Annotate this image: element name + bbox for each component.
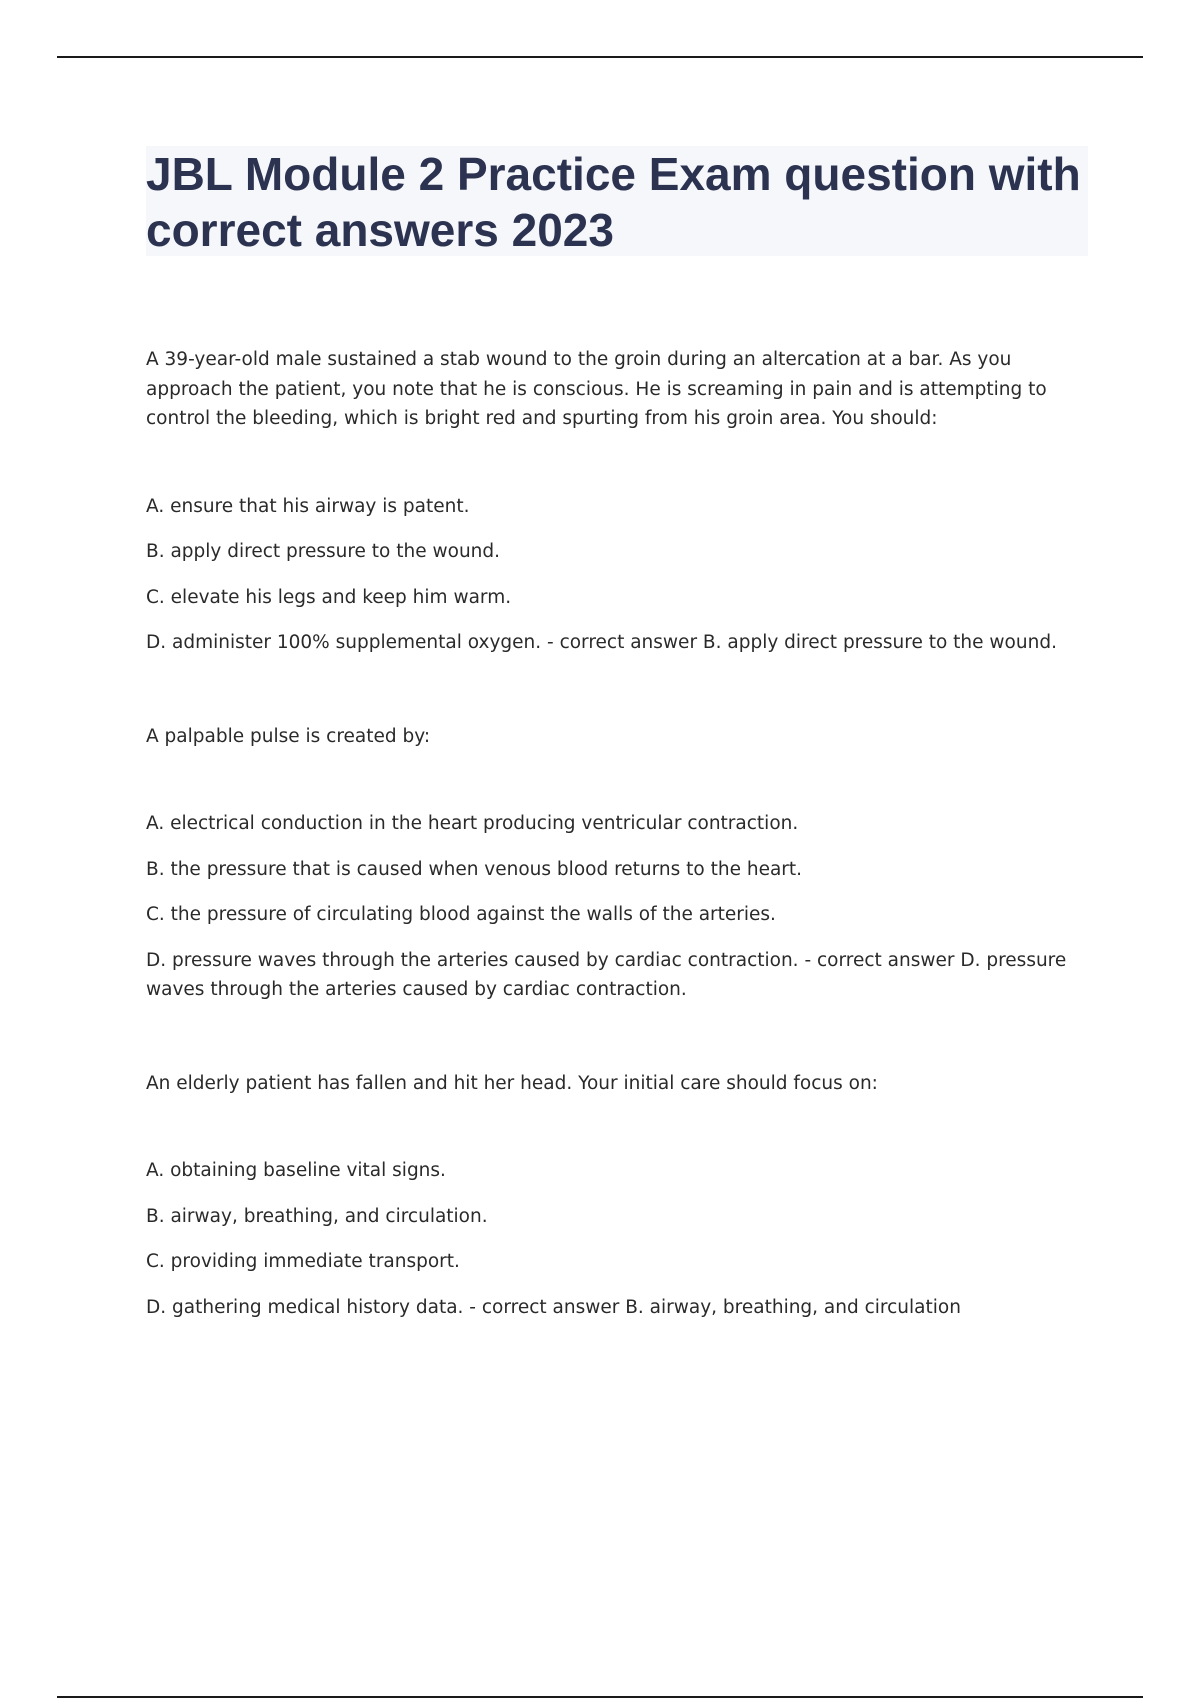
option-c: C. providing immediate transport. xyxy=(146,1251,460,1272)
option-b: B. the pressure that is caused when venous blood returns to the heart. xyxy=(146,858,803,880)
option-a: A. ensure that his airway is patent. xyxy=(146,495,470,517)
option-c: C. the pressure of circulating blood against the walls of the arteries. xyxy=(146,904,776,925)
option-list xyxy=(146,1156,1091,1322)
option-b: B. apply direct pressure to the wound. xyxy=(146,541,501,562)
top-rule xyxy=(57,56,1143,58)
option-d-with-answer: D. pressure waves through the arteries caused by cardiac contraction. - correct answer D. pressure waves through the arteries caused by cardiac contraction. xyxy=(146,949,1067,1000)
option-list xyxy=(146,492,1091,658)
question-text: An elderly patient has fallen and hit her head. Your initial care should focus on: xyxy=(146,1072,878,1094)
question-block-3 xyxy=(146,1069,1091,1323)
option-a: A. obtaining baseline vital signs. xyxy=(146,1160,446,1181)
option-list xyxy=(146,809,1091,1005)
question-block-2 xyxy=(146,722,1091,1005)
option-c: C. elevate his legs and keep him warm. xyxy=(146,586,512,608)
option-b: B. airway, breathing, and circulation. xyxy=(146,1205,488,1227)
question-text: A 39-year-old male sustained a stab wound to the groin during an altercation at a bar. As you approach the patient, you note that he is conscious. He is screaming in pain and is attempting to control the bleeding, which is bright red and spurting from his groin area. You should: xyxy=(146,349,1047,429)
title-box xyxy=(146,146,1088,256)
document-body xyxy=(146,345,1091,1322)
option-a: A. electrical conduction in the heart producing ventricular contraction. xyxy=(146,813,799,834)
document-title: JBL Module 2 Practice Exam question with correct answers 2023 xyxy=(146,148,1081,256)
question-block-1 xyxy=(146,345,1091,658)
question-text: A palpable pulse is created by: xyxy=(146,725,431,747)
bottom-rule xyxy=(57,1696,1143,1698)
option-d-with-answer: D. administer 100% supplemental oxygen. - correct answer B. apply direct pressure to the wound. xyxy=(146,632,1057,653)
option-d-with-answer: D. gathering medical history data. - correct answer B. airway, breathing, and circulation xyxy=(146,1296,961,1318)
